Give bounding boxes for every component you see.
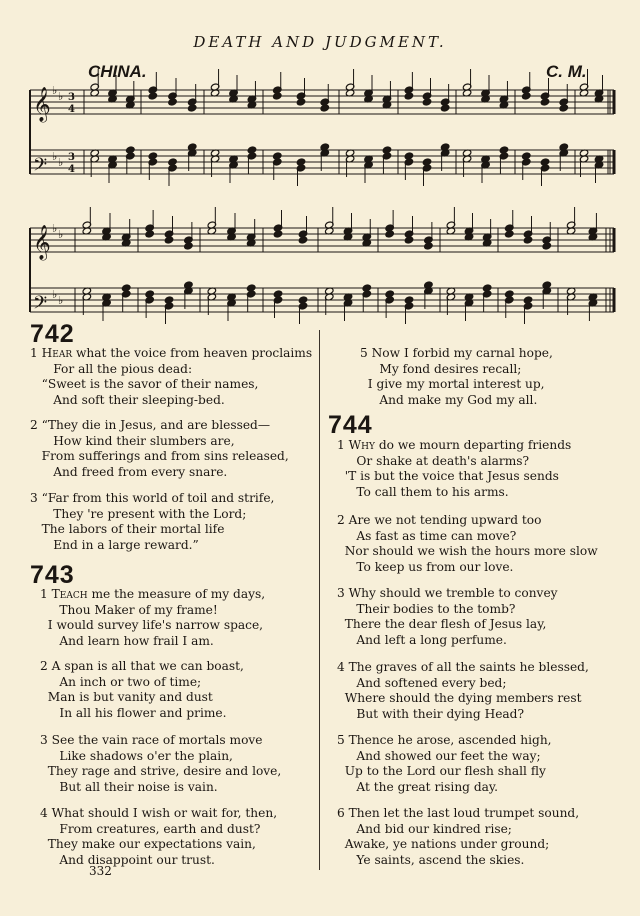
svg-text:♭: ♭ (52, 288, 58, 301)
page-number: 332 (89, 864, 112, 878)
svg-text:3: 3 (68, 92, 75, 103)
stanza-743-4: 4 What should I wish or wait for, then, From creatures, earth and dust? They make our expectations vain, And disappoint our trust. (40, 806, 278, 867)
stanza-742-3: 3 “Far from this world of toil and strife, They 're present with the Lord; The labors of their mortal life End in a large reward.” (30, 491, 275, 552)
stanza-743-3: 3 See the vain race of mortals move Like shadows o'er the plain, They rage and strive, desire and love, But all their noise is vain. (40, 733, 282, 794)
section-title: DEATH AND JUDGMENT. (193, 33, 447, 51)
stanza-744-1: 1 Why do we mourn departing friends Or shake at death's alarms? 'T is but the voice that Jesus sends To call them to his arms. (337, 438, 572, 499)
stanza-744-3: 3 Why should we tremble to convey Their bodies to the tomb? There the dear flesh of Jesus lay, And left a long perfume. (337, 586, 558, 647)
tune-meter: C. M. (546, 62, 587, 81)
hymn-number-743: 743 (30, 561, 75, 589)
stanza-744-4: 4 The graves of all the saints he blessed, And softened every bed; Where should the dying members rest But with their dying Head? (337, 660, 589, 721)
svg-text:3: 3 (68, 152, 75, 163)
stanza-743-1: 1 Teach me the measure of my days, Thou Maker of my frame! I would survey life's narrow space, And learn how frail I am. (40, 587, 266, 648)
stanza-744-6: 6 Then let the last loud trumpet sound, And bid our kindred rise; Awake, ye nations under ground; Ye saints, ascend the skies. (337, 806, 580, 867)
hymn-number-744: 744 (328, 411, 373, 439)
stanza-742-2: 2 “They die in Jesus, and are blessed— How kind their slumbers are, From sufferings and from sins released, And freed from every snare. (30, 418, 289, 479)
stanza-742-1: 1 Hear what the voice from heaven proclaims For all the pious dead: “Sweet is the savor of their names, And soft their sleeping-bed. (30, 346, 313, 407)
stanza-743-5: 5 Now I forbid my carnal hope, My fond desires recall; I give my mortal interest up, And make my God my all. (360, 346, 553, 407)
svg-text:♭: ♭ (52, 222, 58, 235)
stanza-744-5: 5 Thence he arose, ascended high, And showed our feet the way; Up to the Lord our flesh shall fly At the great rising day. (337, 733, 552, 794)
svg-text:𝄢: 𝄢 (33, 293, 48, 318)
svg-text:4: 4 (68, 164, 75, 175)
tune-name: CHINA. (88, 62, 147, 81)
hymn-number-742: 742 (30, 320, 75, 348)
music-score (0, 0, 640, 330)
svg-text:𝄢: 𝄢 (33, 155, 48, 180)
svg-text:♭: ♭ (52, 84, 58, 97)
svg-text:𝄞: 𝄞 (33, 87, 51, 122)
svg-text:♭: ♭ (58, 90, 64, 103)
svg-text:♭: ♭ (58, 156, 64, 169)
svg-text:4: 4 (68, 104, 75, 115)
stanza-743-2: 2 A span is all that we can boast, An inch or two of time; Man is but vanity and dust In all his flower and prime. (40, 659, 244, 720)
stanza-744-2: 2 Are we not tending upward too As fast as time can move? Nor should we wish the hours more slow To keep us from our love. (337, 513, 598, 574)
column-divider (319, 330, 320, 870)
svg-text:♭: ♭ (52, 150, 58, 163)
svg-text:♭: ♭ (58, 228, 64, 241)
svg-text:𝄞: 𝄞 (33, 225, 51, 260)
svg-text:♭: ♭ (58, 294, 64, 307)
